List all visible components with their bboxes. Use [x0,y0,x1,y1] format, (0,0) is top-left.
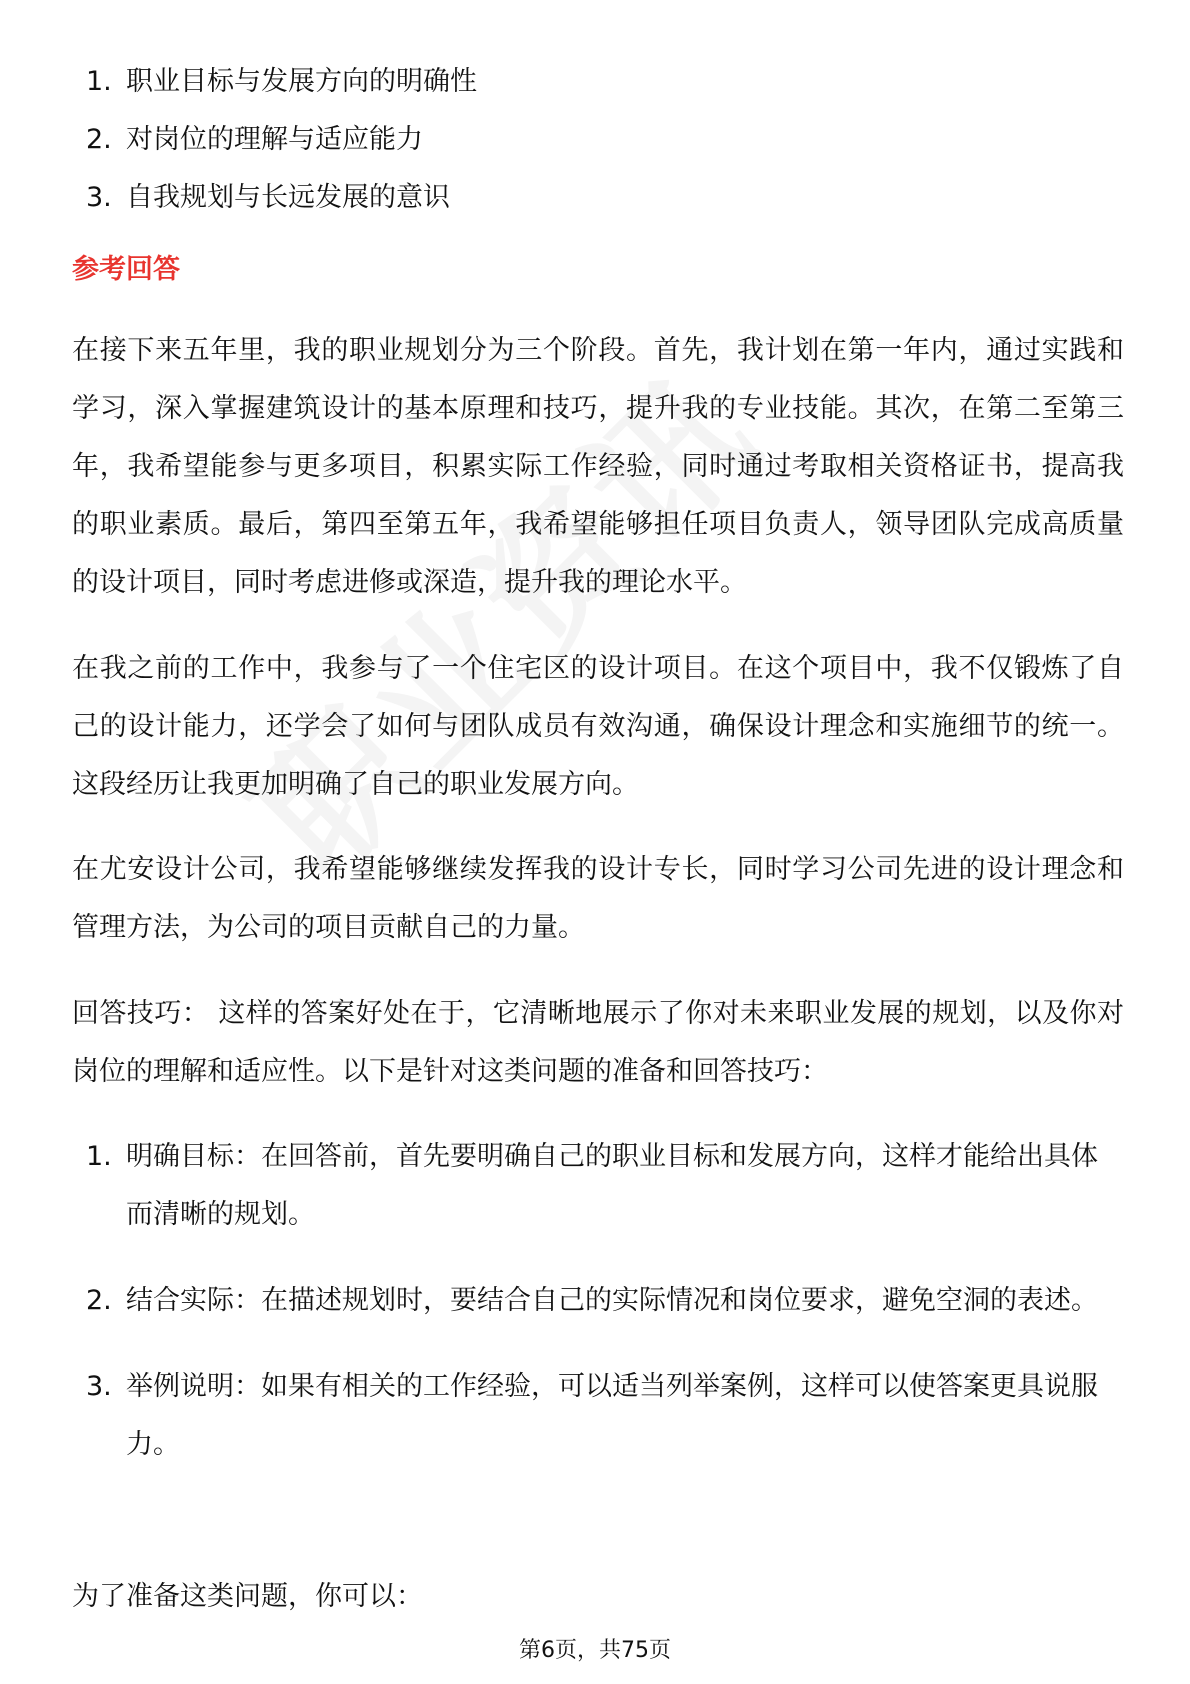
tips-list [72,1128,1124,1502]
list-item [72,1358,1124,1474]
evaluation-points-list [72,53,477,227]
list-item-number: 2. [86,1285,112,1316]
list-item-text: 结合实际：在描述规划时，要结合自己的实际情况和岗位要求，避免空洞的表述。 [126,1285,1098,1316]
list-item-text: 举例说明：如果有相关的工作经验，可以适当列举案例，这样可以使答案更具说服力。 [126,1371,1098,1460]
list-item-text: 自我规划与长远发展的意识 [126,182,450,213]
list-item-number: 3. [86,182,112,213]
list-item [72,1272,1124,1330]
answer-paragraph-plan: 在接下来五年里，我的职业规划分为三个阶段。首先，我计划在第一年内，通过实践和学习，深入掌握建筑设计的基本原理和技巧，提升我的专业技能。其次，在第二至第三年，我希望能参与更多项目，积累实际工作经验，同时通过考取相关资格证书，提高我的职业素质。最后，第四至第五年，我希望能够担任项目负责人，领导团队完成高质量的设计项目，同时考虑进修或深造，提升我的理论水平。 [72,335,1124,598]
list-item-text: 明确目标：在回答前，首先要明确自己的职业目标和发展方向，这样才能给出具体而清晰的规划。 [126,1141,1098,1230]
answer-paragraph-experience: 在我之前的工作中，我参与了一个住宅区的设计项目。在这个项目中，我不仅锻炼了自己的设计能力，还学会了如何与团队成员有效沟通，确保设计理念和实施细节的统一。这段经历让我更加明确了自己的职业发展方向。 [72,653,1124,800]
list-item-text: 对岗位的理解与适应能力 [126,124,423,155]
list-item [72,1128,1124,1244]
list-item [72,111,477,169]
tips-intro-paragraph: 回答技巧： 这样的答案好处在于，它清晰地展示了你对未来职业发展的规划，以及你对岗位的理解和适应性。以下是针对这类问题的准备和回答技巧： [72,998,1124,1087]
list-item-text: 职业目标与发展方向的明确性 [126,66,477,97]
section-heading: 参考回答 [72,254,180,285]
answer-paragraph-company: 在尤安设计公司，我希望能够继续发挥我的设计专长，同时学习公司先进的设计理念和管理方法，为公司的项目贡献自己的力量。 [72,854,1124,943]
list-item-number: 1. [86,66,112,97]
list-item-number: 2. [86,124,112,155]
page-footer: 第6页，共75页 [519,1638,671,1663]
list-item-number: 3. [86,1371,112,1402]
list-item [72,169,477,227]
list-item [72,53,477,111]
list-item-number: 1. [86,1141,112,1172]
preparation-paragraph: 为了准备这类问题，你可以： [72,1581,423,1612]
